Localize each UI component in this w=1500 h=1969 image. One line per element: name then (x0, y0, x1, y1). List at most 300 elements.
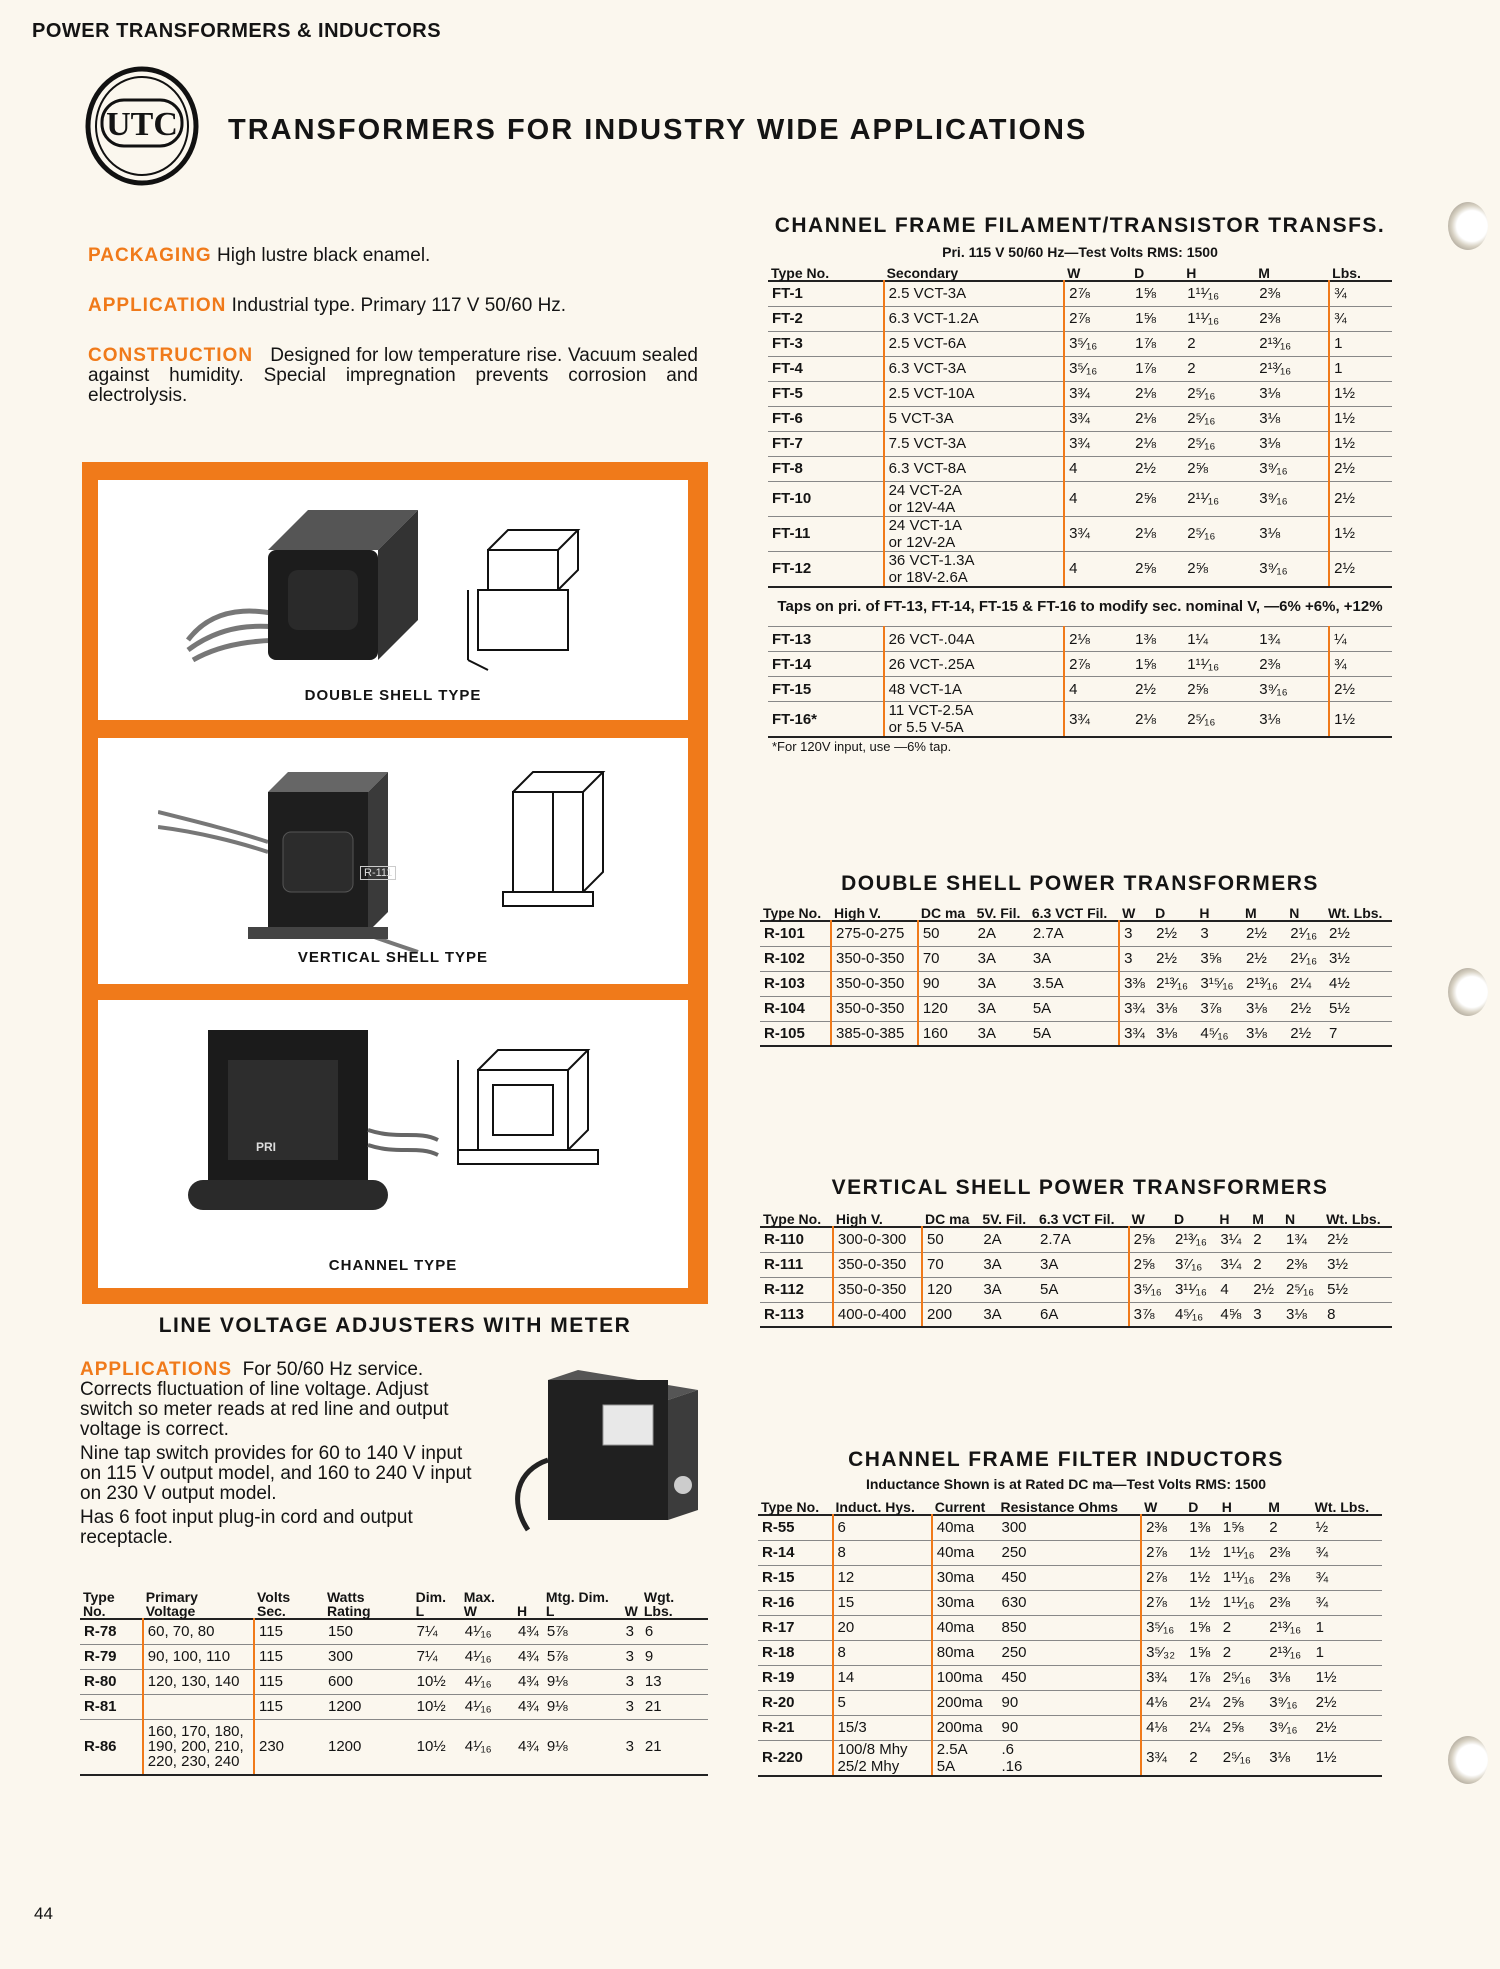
column-header: H (1219, 1211, 1230, 1227)
table-cell: 3⅛ (1255, 702, 1329, 738)
table-cell: 2⅜ (1141, 1515, 1185, 1540)
table-row (768, 627, 1392, 652)
table-cell: 2⅜ (1282, 1252, 1323, 1277)
table-cell: 2.7A (1036, 1227, 1129, 1252)
line-voltage-text-2: Nine tap switch provides for 60 to 140 V input on 115 V output model, and 160 to 240 V input on 230 V output model. (80, 1443, 472, 1504)
table-cell: 115 (254, 1619, 324, 1644)
table-cell: 150 (324, 1619, 413, 1644)
table-row (758, 1615, 1382, 1640)
table-cell: 4⅛ (1141, 1690, 1185, 1715)
column-header: N (1289, 905, 1300, 921)
table-cell: 2½ (1242, 946, 1286, 971)
table-cell: 3A (974, 971, 1029, 996)
table-cell: 1⅜ (1131, 627, 1183, 652)
table-cell: 2⅝ (1131, 551, 1183, 587)
table-cell: 1½ (1329, 406, 1392, 431)
table-cell: 4¾ (514, 1644, 543, 1669)
table-cell: 3 (622, 1669, 641, 1694)
footnote: *For 120V input, use —6% tap. (772, 739, 952, 754)
table-cell: 7¼ (413, 1619, 461, 1644)
binder-hole (1448, 202, 1488, 250)
table-cell: 1¹¹⁄₁₆ (1219, 1540, 1265, 1565)
taps-note: Taps on pri. of FT-13, FT-14, FT-15 & FT-16 to modify sec. nominal V, —6% +6%, +12% (768, 587, 1392, 627)
page-number: 44 (34, 1904, 53, 1923)
table-cell: 100ma (932, 1665, 998, 1690)
table-cell: R-110 (760, 1227, 833, 1252)
table-cell: R-220 (758, 1740, 833, 1776)
table-cell: 3¾ (1064, 702, 1131, 738)
table-cell: 3A (974, 996, 1029, 1021)
table-cell: 4 (1064, 551, 1131, 587)
application-text: Industrial type. Primary 117 V 50/60 Hz. (231, 295, 567, 316)
primary-voltage: 160, 170, 180, 190, 200, 210, 220, 230, 240 (143, 1719, 254, 1775)
table-cell: 2⅝ (1129, 1252, 1171, 1277)
column-header: Dim. L (415, 1589, 446, 1619)
table-cell: 2¹¹⁄₁₆ (1183, 481, 1255, 516)
table-cell: 2⅜ (1265, 1565, 1311, 1590)
table-cell: 3 (622, 1644, 641, 1669)
table-cell: 2⁵⁄₁₆ (1183, 516, 1255, 551)
table-cell: 1½ (1185, 1590, 1219, 1615)
column-header: D (1173, 1211, 1185, 1227)
table-cell: 3⅞ (1196, 996, 1242, 1021)
table-cell: 5 VCT-3A (884, 406, 1064, 431)
table-cell: 3 (1249, 1302, 1282, 1327)
table-cell: 3 (1119, 946, 1152, 971)
vertical-shell-caption: VERTICAL SHELL TYPE (297, 949, 489, 966)
table-cell: 1⅝ (1185, 1640, 1219, 1665)
table-cell: 6.3 VCT-3A (884, 356, 1064, 381)
filament-table (768, 266, 1392, 755)
table-cell: 26 VCT-.04A (884, 627, 1064, 652)
double-shell-caption: DOUBLE SHELL TYPE (304, 687, 482, 704)
column-header: Wt. Lbs. (1314, 1499, 1370, 1515)
table-cell: R-19 (758, 1665, 833, 1690)
table-cell: FT-1 (768, 281, 884, 306)
table-cell: 4¹⁄₁₆ (461, 1669, 514, 1694)
table-cell: 3⁵⁄₁₆ (1064, 331, 1131, 356)
table-cell: 120 (918, 996, 974, 1021)
table-cell: 6A (1036, 1302, 1129, 1327)
table-cell: 1 (1329, 356, 1392, 381)
table-cell: 115 (254, 1644, 324, 1669)
table-cell: 4¹⁄₁₆ (461, 1719, 514, 1775)
table-cell: 2⅛ (1131, 431, 1183, 456)
table-cell: 10½ (413, 1719, 461, 1775)
line-voltage-text-3: Has 6 foot input plug-in cord and output receptacle. (80, 1507, 413, 1548)
column-header: M (1252, 1211, 1264, 1227)
table-cell: FT-7 (768, 431, 884, 456)
table-row (768, 652, 1392, 677)
table-cell: R-17 (758, 1615, 833, 1640)
column-header: Type No. (83, 1589, 115, 1619)
table-cell: 2 (1265, 1515, 1311, 1540)
table-cell: 8 (833, 1540, 932, 1565)
table-cell: 200ma (932, 1690, 998, 1715)
table-cell: FT-11 (768, 516, 884, 551)
table-cell: 3A (979, 1252, 1036, 1277)
table-cell: 3 (1196, 921, 1242, 946)
table-cell: 230 (254, 1719, 324, 1775)
table-cell: 200ma (932, 1715, 998, 1740)
table-cell: 1⅞ (1131, 331, 1183, 356)
binder-hole (1448, 1736, 1488, 1784)
table-cell: 9⅛ (543, 1669, 622, 1694)
table-cell: 1¹¹⁄₁₆ (1219, 1590, 1265, 1615)
table-cell: 2⅜ (1265, 1540, 1311, 1565)
table-cell: 1¾ (1255, 627, 1329, 652)
table-cell: 2⅝ (1183, 551, 1255, 587)
table-cell: 3⁷⁄₁₆ (1171, 1252, 1216, 1277)
table-row (80, 1619, 708, 1644)
table-cell: 1¹¹⁄₁₆ (1183, 306, 1255, 331)
column-header: N (1285, 1211, 1296, 1227)
table-cell: 2⅛ (1131, 381, 1183, 406)
table-cell: 3A (974, 946, 1029, 971)
table-cell: 2½ (1286, 996, 1325, 1021)
column-header: High V. (835, 1211, 883, 1227)
binder-hole (1448, 968, 1488, 1016)
double-shell-title: DOUBLE SHELL POWER TRANSFORMERS (841, 872, 1319, 895)
table-row (768, 551, 1392, 587)
table-cell: 1⅝ (1131, 306, 1183, 331)
table-cell: 2⅜ (1255, 306, 1329, 331)
table-cell: 2A (979, 1227, 1036, 1252)
table-cell: 115 (254, 1669, 324, 1694)
table-row (768, 481, 1392, 516)
table-cell: 2⅞ (1141, 1590, 1185, 1615)
table-cell: 3⁵⁄₁₆ (1141, 1615, 1185, 1640)
table-cell: 3¹⁵⁄₁₆ (1196, 971, 1242, 996)
table-cell: 2¹³⁄₁₆ (1171, 1227, 1216, 1252)
table-cell: 160 (918, 1021, 974, 1046)
table-cell: 1⅝ (1131, 281, 1183, 306)
table-cell: 2 (1249, 1252, 1282, 1277)
table-cell: 2⁵⁄₁₆ (1219, 1740, 1265, 1776)
line-voltage-adjuster-illustration (508, 1370, 708, 1540)
column-header: 6.3 VCT Fil. (1039, 1211, 1115, 1227)
table-row (760, 946, 1392, 971)
table-cell: 3½ (1323, 1252, 1392, 1277)
table-row (758, 1715, 1382, 1740)
table-cell: 11 VCT-2.5A or 5.5 V-5A (884, 702, 1064, 738)
primary-voltage (143, 1694, 254, 1719)
table-cell: 2⅜ (1255, 281, 1329, 306)
table-cell: 2½ (1152, 946, 1196, 971)
table-cell: 3 (622, 1694, 641, 1719)
table-cell: 4¾ (514, 1694, 543, 1719)
table-cell: 2¼ (1185, 1715, 1219, 1740)
table-cell: 350-0-350 (833, 1252, 922, 1277)
table-cell: 4⁵⁄₁₆ (1171, 1302, 1216, 1327)
table-cell: 3.5A (1029, 971, 1119, 996)
table-cell: R-16 (758, 1590, 833, 1615)
table-cell: 2¼ (1185, 1690, 1219, 1715)
packaging-text: High lustre black enamel. (217, 245, 431, 266)
column-header: H (1221, 1499, 1232, 1515)
filament-subtitle: Pri. 115 V 50/60 Hz—Test Volts RMS: 1500 (942, 244, 1218, 260)
table-cell: 4⅝ (1216, 1302, 1249, 1327)
table-cell: FT-2 (768, 306, 884, 331)
table-cell: 2 (1185, 1740, 1219, 1776)
table-cell: 2⅜ (1265, 1590, 1311, 1615)
table-cell: 2 (1183, 331, 1255, 356)
column-header: 5V. Fil. (982, 1211, 1027, 1227)
table-cell: 3¼ (1216, 1227, 1249, 1252)
table-cell: 450 (997, 1565, 1141, 1590)
table-cell: FT-5 (768, 381, 884, 406)
column-header: W (624, 1603, 638, 1619)
inductors-table (758, 1500, 1382, 1777)
table-cell: 300 (997, 1515, 1141, 1540)
table-cell: 2⅞ (1064, 306, 1131, 331)
table-cell: 50 (922, 1227, 979, 1252)
table-cell: 3⅝ (1196, 946, 1242, 971)
table-cell: FT-15 (768, 677, 884, 702)
table-cell: 5 (833, 1690, 932, 1715)
table-cell: R-18 (758, 1640, 833, 1665)
table-cell: 3¾ (1141, 1665, 1185, 1690)
table-cell: 90 (997, 1715, 1141, 1740)
table-cell: 2⅞ (1141, 1565, 1185, 1590)
table-cell: 2⁵⁄₁₆ (1183, 702, 1255, 738)
column-header: High V. (833, 905, 881, 921)
table-cell: 275-0-275 (831, 921, 918, 946)
column-header: W (1067, 265, 1081, 281)
table-cell: 3⅛ (1265, 1665, 1311, 1690)
table-cell: 4¾ (514, 1619, 543, 1644)
table-row (768, 431, 1392, 456)
table-cell: 3¾ (1119, 1021, 1152, 1046)
table-cell: 2½ (1323, 1227, 1392, 1252)
table-cell: 3¾ (1064, 381, 1131, 406)
table-cell: 350-0-350 (831, 946, 918, 971)
table-cell: 2½ (1329, 677, 1392, 702)
table-cell: ½ (1312, 1515, 1382, 1540)
column-header: Watts Rating (326, 1589, 371, 1619)
vertical-shell-panel (98, 738, 688, 984)
table-cell: 1200 (324, 1719, 413, 1775)
table-cell: 3⁵⁄₁₆ (1129, 1277, 1171, 1302)
table-cell: FT-6 (768, 406, 884, 431)
table-cell: 40ma (932, 1540, 998, 1565)
table-row (760, 1252, 1392, 1277)
table-cell: 3½ (1325, 946, 1392, 971)
table-cell: 4¹⁄₁₆ (461, 1694, 514, 1719)
table-cell: 40ma (932, 1615, 998, 1640)
column-header: D (1188, 1499, 1199, 1515)
primary-voltage: 60, 70, 80 (143, 1619, 254, 1644)
table-cell: 2.5 VCT-6A (884, 331, 1064, 356)
column-header: W (1144, 1499, 1158, 1515)
table-cell: 2½ (1329, 481, 1392, 516)
table-cell: 4⅛ (1141, 1715, 1185, 1740)
table-cell: 50 (918, 921, 974, 946)
table-cell: 2 (1219, 1615, 1265, 1640)
table-cell: 80ma (932, 1640, 998, 1665)
table-cell: 2⅝ (1131, 481, 1183, 516)
table-cell: R-101 (760, 921, 831, 946)
table-row (768, 331, 1392, 356)
table-cell: R-78 (80, 1619, 143, 1644)
table-cell: 24 VCT-2A or 12V-4A (884, 481, 1064, 516)
column-header: H (1186, 265, 1197, 281)
table-cell: 3⁹⁄₁₆ (1265, 1715, 1311, 1740)
table-row (80, 1719, 708, 1775)
table-cell: 350-0-350 (833, 1277, 922, 1302)
table-cell: 2 (1183, 356, 1255, 381)
table-cell: 2¹⁄₁₆ (1286, 921, 1325, 946)
table-cell: 40ma (932, 1515, 998, 1540)
table-cell: R-112 (760, 1277, 833, 1302)
column-header: Lbs. (1332, 265, 1361, 281)
table-row (758, 1540, 1382, 1565)
table-cell: 2½ (1152, 921, 1196, 946)
table-row (760, 1227, 1392, 1252)
table-cell: 2½ (1249, 1277, 1282, 1302)
table-cell: 450 (997, 1665, 1141, 1690)
table-cell: 2½ (1329, 456, 1392, 481)
column-header: H (516, 1603, 528, 1619)
table-cell: 2¹³⁄₁₆ (1255, 356, 1329, 381)
filament-title: CHANNEL FRAME FILAMENT/TRANSISTOR TRANSFS. (774, 214, 1386, 237)
table-cell: 2⁵⁄₁₆ (1183, 406, 1255, 431)
vertical-shell-title: VERTICAL SHELL POWER TRANSFORMERS (831, 1176, 1329, 1199)
table-cell: 4⁵⁄₁₆ (1196, 1021, 1242, 1046)
table-cell: 3⁹⁄₁₆ (1255, 551, 1329, 587)
table-cell: 1¾ (1282, 1227, 1323, 1252)
column-header: DC ma (925, 1211, 970, 1227)
table-row (760, 996, 1392, 1021)
table-cell: 2½ (1131, 677, 1183, 702)
table-row (80, 1669, 708, 1694)
column-header: M (1258, 265, 1270, 281)
table-cell: 15 (833, 1590, 932, 1615)
table-cell: 2⅝ (1219, 1690, 1265, 1715)
table-cell: 3⅛ (1152, 1021, 1196, 1046)
column-header: Type No. (763, 1211, 822, 1227)
table-cell: 3⅜ (1119, 971, 1152, 996)
table-cell: 3¾ (1064, 406, 1131, 431)
table-cell: ¾ (1312, 1540, 1382, 1565)
table-cell: 2¹³⁄₁₆ (1255, 331, 1329, 356)
table-cell: 4 (1064, 481, 1131, 516)
table-row (768, 587, 1392, 627)
table-cell: 7¼ (413, 1644, 461, 1669)
double-shell-illustration (158, 490, 598, 690)
table-cell: 2.5A 5A (932, 1740, 998, 1776)
table-cell: 5A (1036, 1277, 1129, 1302)
table-row (768, 702, 1392, 738)
table-cell: 3⁵⁄₁₆ (1064, 356, 1131, 381)
table-cell: 3⅛ (1265, 1740, 1311, 1776)
column-header: D (1134, 265, 1145, 281)
table-cell: 385-0-385 (831, 1021, 918, 1046)
table-cell: 2⅛ (1131, 406, 1183, 431)
table-cell: 1¼ (1183, 627, 1255, 652)
column-header: M (1268, 1499, 1280, 1515)
page-title: TRANSFORMERS FOR INDUSTRY WIDE APPLICATIONS (228, 114, 1088, 146)
table-cell: 1 (1329, 331, 1392, 356)
table-cell: FT-4 (768, 356, 884, 381)
table-cell: 3⁹⁄₁₆ (1265, 1690, 1311, 1715)
primary-voltage: 120, 130, 140 (143, 1669, 254, 1694)
column-header: W (1131, 1211, 1145, 1227)
table-cell: 300-0-300 (833, 1227, 922, 1252)
applications-label: APPLICATIONS (80, 1359, 233, 1380)
table-cell: R-111 (760, 1252, 833, 1277)
table-cell: 5½ (1323, 1277, 1392, 1302)
table-row (760, 1021, 1392, 1046)
table-cell: 1½ (1312, 1665, 1382, 1690)
table-row (768, 456, 1392, 481)
table-cell: 2.7A (1029, 921, 1119, 946)
table-row (768, 281, 1392, 306)
column-header: Wt. Lbs. (1326, 1211, 1381, 1227)
table-cell: 1⅞ (1131, 356, 1183, 381)
column-header: Mtg. Dim. L (545, 1589, 609, 1619)
table-cell: 8 (833, 1640, 932, 1665)
table-cell: 8 (1323, 1302, 1392, 1327)
table-cell: 13 (641, 1669, 708, 1694)
table-cell: ¾ (1329, 306, 1392, 331)
table-cell: 30ma (932, 1590, 998, 1615)
table-cell: 5½ (1325, 996, 1392, 1021)
table-cell: 14 (833, 1665, 932, 1690)
column-header: 5V. Fil. (976, 905, 1021, 921)
table-cell: 1⅝ (1131, 652, 1183, 677)
table-cell: 4¹⁄₁₆ (461, 1644, 514, 1669)
table-cell: 100/8 Mhy 25/2 Mhy (833, 1740, 932, 1776)
table-cell: 2⅞ (1141, 1540, 1185, 1565)
line-voltage-text (80, 1360, 480, 1548)
table-cell: R-20 (758, 1690, 833, 1715)
table-cell: R-86 (80, 1719, 143, 1775)
packaging-label: PACKAGING (88, 245, 212, 266)
table-cell: 30ma (932, 1565, 998, 1590)
table-cell: 3¾ (1141, 1740, 1185, 1776)
table-row (768, 306, 1392, 331)
table-cell: 2⅝ (1183, 456, 1255, 481)
table-cell: 3⁵⁄₃₂ (1141, 1640, 1185, 1665)
table-cell: 6.3 VCT-1.2A (884, 306, 1064, 331)
table-cell: 24 VCT-1A or 12V-2A (884, 516, 1064, 551)
column-header: D (1155, 905, 1166, 921)
table-cell: 5A (1029, 996, 1119, 1021)
table-row (768, 516, 1392, 551)
table-row (758, 1690, 1382, 1715)
table-cell: 15/3 (833, 1715, 932, 1740)
table-cell: 3⅛ (1255, 431, 1329, 456)
table-cell: 2¹³⁄₁₆ (1265, 1640, 1311, 1665)
table-cell: 1½ (1329, 381, 1392, 406)
table-cell: 2⁵⁄₁₆ (1219, 1665, 1265, 1690)
table-cell: 1⅝ (1219, 1515, 1265, 1540)
table-row (758, 1590, 1382, 1615)
table-cell: 90 (997, 1690, 1141, 1715)
construction-text: Designed for low temperature rise. Vacuum sealed against humidity. Special impregnation prevents corrosion and electrolysis. (88, 345, 698, 406)
table-cell: 1½ (1185, 1540, 1219, 1565)
table-cell: 3⅛ (1282, 1302, 1323, 1327)
application-label: APPLICATION (88, 295, 227, 316)
table-cell: 3A (1036, 1252, 1129, 1277)
table-cell: 5⅞ (543, 1644, 622, 1669)
table-cell: 1¹¹⁄₁₆ (1183, 652, 1255, 677)
table-cell: R-55 (758, 1515, 833, 1540)
table-cell: 300 (324, 1644, 413, 1669)
construction-label: CONSTRUCTION (88, 345, 254, 366)
table-row (768, 356, 1392, 381)
